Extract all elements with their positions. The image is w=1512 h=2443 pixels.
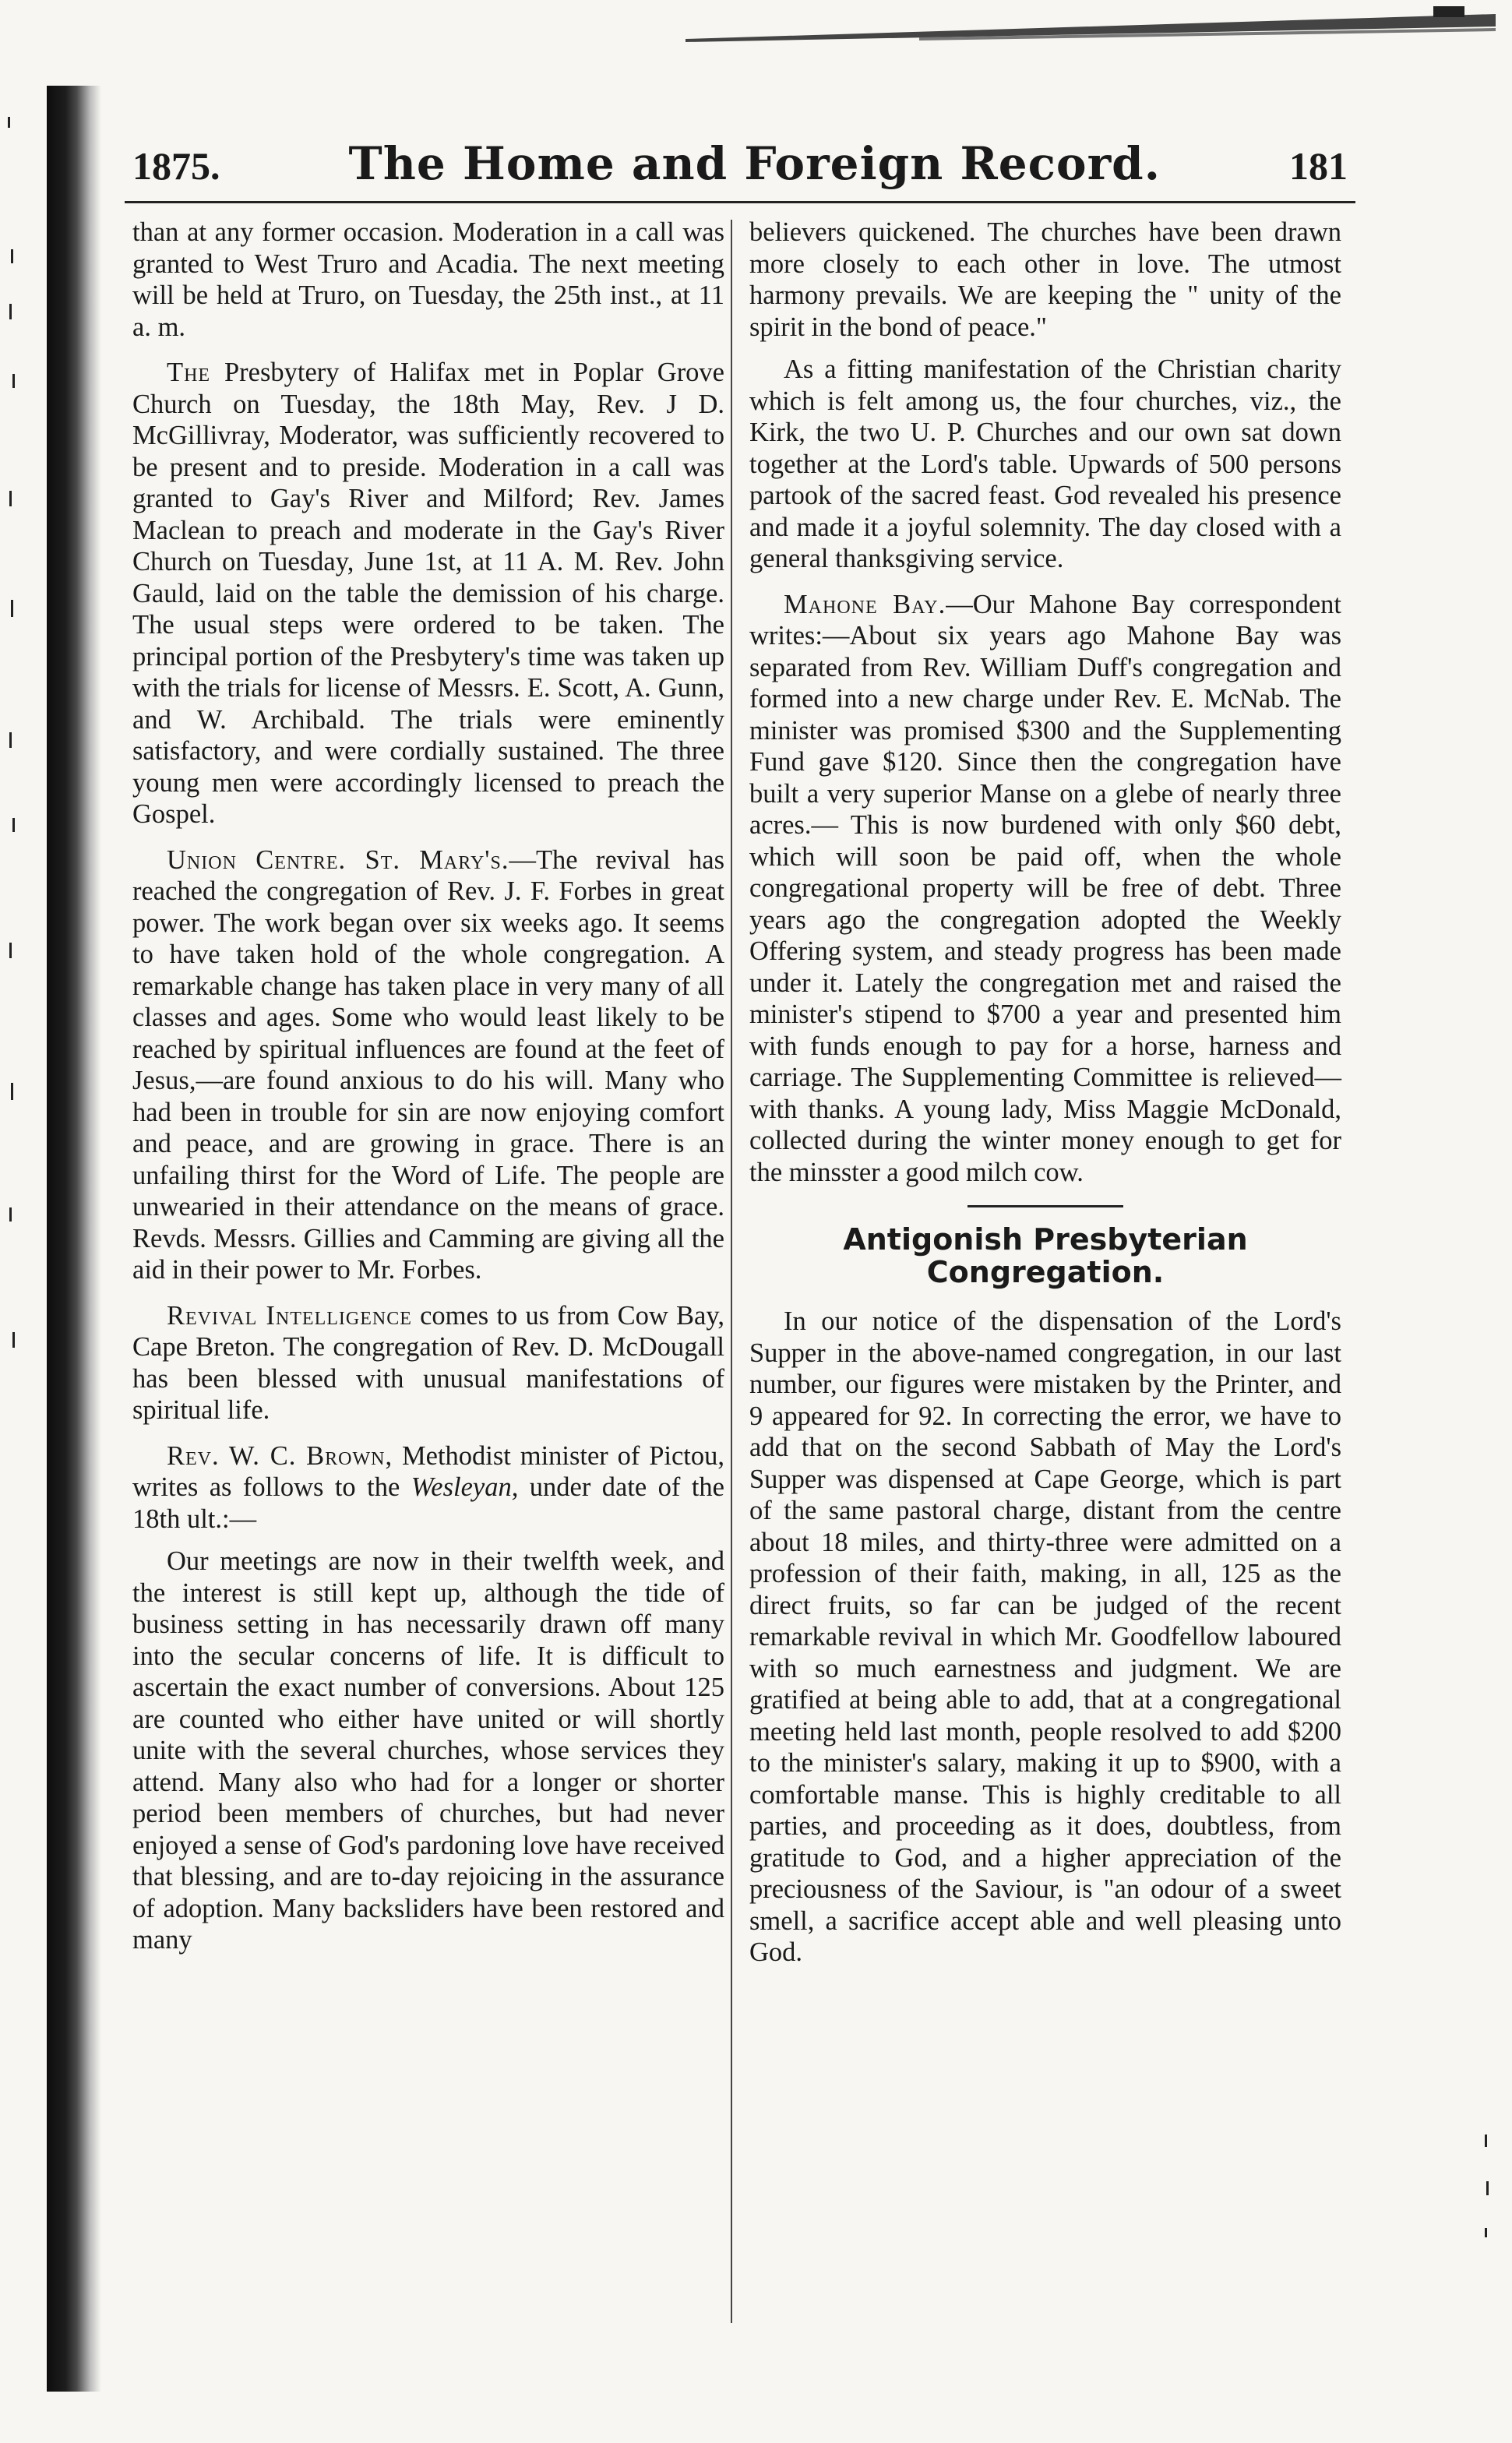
paragraph-truro-continuation: than at any former occasion. Moderation in a call was granted to West Truro and Acadia. The next meeting will be held at Truro, on Tuesday, the 25th inst., at 11 a. m. xyxy=(132,217,724,342)
paragraph-halifax-presbytery xyxy=(132,357,724,830)
binding-shadow xyxy=(47,86,101,2392)
paragraph-lords-table: As a fitting manifestation of the Christian charity which is felt among us, the four churches, viz., the Kirk, the two U. P. Churches and our own sat down together at the Lord's table. Upwards of 500 persons partook of the sacred feast. God revealed his presence and made it a joyful solemnity. The day closed with a general thanksgiving service. xyxy=(749,354,1341,573)
paragraph-body: —The revival has reached the congregation of Rev. J. F. Forbes in great power. The work began over six weeks ago. It seems to have taken hold of the whole congregation. A remarkable change has taken place in very many of all classes and ages. Some who would least likely to be reached by spiritual influences are found at the feet of Jesus,—are found anxious to do his will. Many who had been in trouble for sin are now enjoying comfort and peace, and are growing in grace. There is an unfailing thirst for the Word of Life. The people are unwearied in their attendance on the means of grace. Revds. Messrs. Gillies and Camming are giving all the aid in their power to Mr. Forbes. xyxy=(132,844,724,1285)
paragraph-quoted-letter: Our meetings are now in their twelfth week, and the interest is still kept up, although the tide of business setting in has necessarily drawn off many into the secular concerns of life. It is difficult to ascertain the exact number of conversions. About 125 are counted who either have united or will shortly unite with the several churches, whose services they attend. Many also who had for a longer or shorter period been members of churches, but had never enjoyed a sense of God's pardoning love have received that blessing, and are to-day rejoicing in the assurance of adoption. Many backsliders have been restored and many xyxy=(132,1546,724,1955)
journal-title: The Home and Foreign Record. xyxy=(348,137,1161,190)
page-number: 181 xyxy=(1288,144,1348,188)
header-year: 1875. xyxy=(132,144,220,188)
paragraph-revival-intelligence xyxy=(132,1300,724,1426)
scan-edge-rule xyxy=(686,6,1496,53)
left-column xyxy=(132,217,724,1956)
lead-words: Rev. W. C. Brown, xyxy=(167,1440,393,1471)
paragraph-mahone-bay xyxy=(749,589,1341,1189)
lead-words: Revival Intelligence xyxy=(167,1300,412,1331)
paragraph-body: comes to us from Cow Bay, Cape Breton. The congregation of Rev. D. McDougall has been blessed with unusual manifestations of spiritual life. xyxy=(132,1300,724,1425)
running-header xyxy=(132,137,1348,192)
right-column xyxy=(749,217,1341,1969)
paragraph-body: Methodist minister of Pictou, writes as follows to the xyxy=(132,1440,725,1502)
paragraph-antigonish: In our notice of the dispensation of the Lord's Supper in the above-named congregation, in our last number, our figures were mistaken by the Printer, and 9 appeared for 92. In correcting the error, we have to add that on the second Sabbath of May the Lord's Supper was dispensed at Cape George, which is part of the same pastoral charge, distant from the centre about 18 miles, and thirty-three were admitted on a profession of their faith, making, in all, 125 as the direct fruits, so far can be judged of the recent remarkable revival in which Mr. Goodfellow laboured with so much earnestness and judgment. We are gratified at being able to add, that at a congregational meeting held last month, people resolved to add $200 to the minister's salary, making it up to $900, with a comfortable manse. This is highly creditable to all parties, and proceeding as it does, doubtless, from gratitude to God, and a higher appreciation of the preciousness of the Saviour, is "an odour of a sweet smell, a sacrifice accept able and well pleasing unto God. xyxy=(749,1306,1341,1967)
margin-specks xyxy=(0,117,31,2376)
section-rule xyxy=(967,1205,1123,1207)
publication-name: Wesleyan, xyxy=(411,1472,519,1502)
lead-words: The xyxy=(167,358,211,387)
lead-words: Mahone Bay. xyxy=(784,589,946,619)
margin-specks-right xyxy=(1480,2135,1496,2368)
column-divider xyxy=(731,220,732,2323)
lead-words: Union Centre. St. Mary's. xyxy=(167,844,509,875)
paragraph-letter-continuation: believers quickened. The churches have been drawn more closely to each other in love. The utmost harmony prevails. We are keeping the " unity of the spirit in the bond of peace." xyxy=(749,217,1341,342)
header-rule xyxy=(125,201,1355,203)
paragraph-body: Presbytery of Halifax met in Poplar Grove Church on Tuesday, the 18th May, Rev. J D. McGillivray, Moderator, was sufficiently recovered to be present and to preside. Moderation in a call was granted to Gay's River and Milford; Rev. James Maclean to preach and moderate in the Gay's River Church on Tuesday, June 1st, at 11 A. M. Rev. John Gauld, laid on the table the demission of his charge. The usual steps were ordered to be taken. The principal portion of the Presbytery's time was taken up with the trials for license of Messrs. E. Scott, A. Gunn, and W. Archibald. The trials were eminently satisfactory, and were cordially sustained. The three young men were accordingly licensed to preach the Gospel. xyxy=(132,358,724,829)
paragraph-body: under date of the 18th ult.:— xyxy=(132,1472,724,1534)
paragraph-rev-brown xyxy=(132,1440,724,1535)
paragraph-union-centre xyxy=(132,844,724,1286)
section-heading-antigonish: Antigonish Presbyterian Congregation. xyxy=(843,1222,1248,1289)
paragraph-body: —Our Mahone Bay correspondent writes:—About six years ago Mahone Bay was separated from Rev. William Duff's congregation and formed into a new charge under Rev. E. McNab. The minister was promised $300 and the Supplementing Fund gave $120. Since then the congregation have built a very superior Manse on a glebe of nearly three acres.— This is now burdened with only $60 debt, which will soon be paid off, when the whole congregational property will be free of debt. Three years ago the congregation adopted the Weekly Offering system, and steady progress has been made under it. Lately the congregation met and raised the minister's stipend to $700 a year and presented him with funds enough to pay for a horse, harness and carriage. The Supplementing Committee is relieved—with thanks. A young lady, Miss Maggie McDonald, collected during the winter money enough to get for the minsster a good milch cow. xyxy=(749,589,1341,1187)
